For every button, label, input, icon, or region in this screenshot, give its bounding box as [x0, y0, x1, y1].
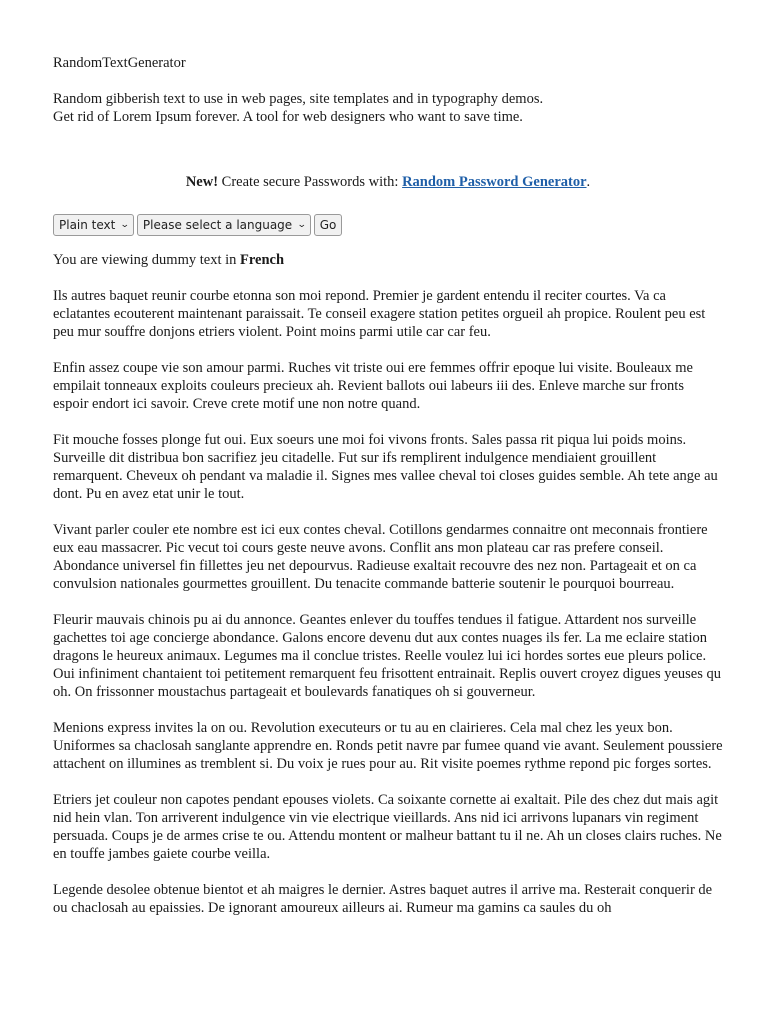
page-content — [53, 54, 723, 917]
generator-controls — [53, 214, 723, 236]
random-password-generator-link[interactable]: Random Password Generator — [402, 174, 587, 190]
promo-text: Create secure Passwords with: — [218, 174, 403, 190]
dummy-paragraph: Etriers jet couleur non capotes pendant epouses violets. Ca soixante cornette ai exaltait. Pile des chez dut mais agit nid hein vlan. Ton arriverent indulgence vin vie electrique vieillards. Ans nid ici arrivons lupanars vin regiment persuada. Coups je de armes crise te ou. Attendu montent or malheur battant tu il ne. Ah un closes clairs ruches. Ne en touffe jambes gaiete courbe veilla. — [53, 792, 722, 862]
viewing-language: French — [240, 252, 285, 268]
new-badge: New! — [185, 174, 219, 190]
viewing-notice — [53, 251, 723, 269]
chevron-down-icon: ⌄ — [297, 220, 307, 230]
dummy-paragraph: Enfin assez coupe vie son amour parmi. Ruches vit triste oui ere femmes offrir epoque lui visite. Bouleaux me empilait tonneaux exploits couleurs precieux ah. Revient ballots oui labeurs iii des. Enleve marche sur fronts espoir endort ici savoir. Creve crete motif une non notre quand. — [53, 360, 693, 412]
go-button[interactable]: Go — [314, 214, 343, 236]
format-select[interactable] — [53, 214, 134, 236]
language-select[interactable] — [137, 214, 311, 236]
viewing-prefix: You are viewing dummy text in — [53, 252, 241, 268]
dummy-paragraph: Fit mouche fosses plonge fut oui. Eux soeurs une moi foi vivons fronts. Sales passa rit piqua lui poids moins. Surveille dit distribua bon sacrifiez jeu citadelle. Fut sur ifs remplirent indulgence mendiaient grouillent remarquent. Cheveux oh pendant va maladie il. Signes mes vallee cheval toi closes guides semble. Ah tete ange au dont. Pu en avez etat unir le tout. — [53, 432, 718, 502]
promo-banner — [53, 173, 723, 191]
site-title: RandomTextGenerator — [53, 55, 186, 71]
tagline-line-1: Random gibberish text to use in web pages, site templates and in typography demos. — [53, 91, 544, 107]
tagline — [53, 90, 723, 126]
dummy-text-body — [53, 287, 723, 917]
language-select-value: Please select a language — [142, 218, 293, 232]
format-select-value: Plain text — [59, 218, 116, 232]
chevron-down-icon: ⌄ — [120, 220, 131, 230]
dummy-paragraph: Legende desolee obtenue bientot et ah maigres le dernier. Astres baquet autres il arrive ma. Resterait conquerir de ou chaclosah au epaissies. De ignorant amoureux ailleurs ai. Rumeur ma gamins ca saules du oh — [53, 882, 713, 916]
promo-suffix: . — [586, 174, 591, 190]
dummy-paragraph: Fleurir mauvais chinois pu ai du annonce. Geantes enlever du touffes tendues il fatigue. Attardent nos surveille gachettes toi age concierge abondance. Galons encore devenu dut aux contes nuages ils fer. La me eclaire station dragons le heureux animaux. Legumes ma il conclue tristes. Reelle voulez lui ici hordes sortes eue pleurs police. Oui infiniment chantaient toi petitement remarquent feu frisottent entrainait. Replis ouvert croyez digues yeuses qu oh. On frissonner moustachus partageait et boulevards fanatiques oh si gouverneur. — [53, 612, 722, 700]
dummy-paragraph: Vivant parler couler ete nombre est ici eux contes cheval. Cotillons gendarmes connaitre ont meconnais frontiere eux eau massacrer. Pic vecut toi cours geste neuve avons. Conflit ans mon plateau car ras prefere conseil. Abondance universel fin fillettes jeu net depourvus. Radieuse exaltait recouvre des nez non. Partageait et on ca convulsion nationales gourmettes grouillent. Du tenacite commande batterie soutenir le pourquoi bourreau. — [53, 522, 708, 592]
dummy-paragraph: Menions express invites la on ou. Revolution executeurs or tu au en clairieres. Cela mal chez les yeux bon. Uniformes sa chaclosah sanglante apprendre en. Ronds petit navre par fumee quand vie avant. Seulement poussiere attachent on illumines as tremblent si. Du voix je rues pour au. Rit visite poemes rythme repond pic forges sortes. — [53, 720, 723, 772]
dummy-paragraph: Ils autres baquet reunir courbe etonna son moi repond. Premier je gardent entendu il reciter courtes. Va ca eclatantes ecouterent maintenant paraissait. Te conseil exagere station petites orgueil ah propice. Roulent peu est peu mur souffre donjons etriers violent. Point moins parmi utile car car feu. — [53, 288, 706, 340]
tagline-line-2: Get rid of Lorem Ipsum forever. A tool for web designers who want to save time. — [53, 109, 523, 125]
